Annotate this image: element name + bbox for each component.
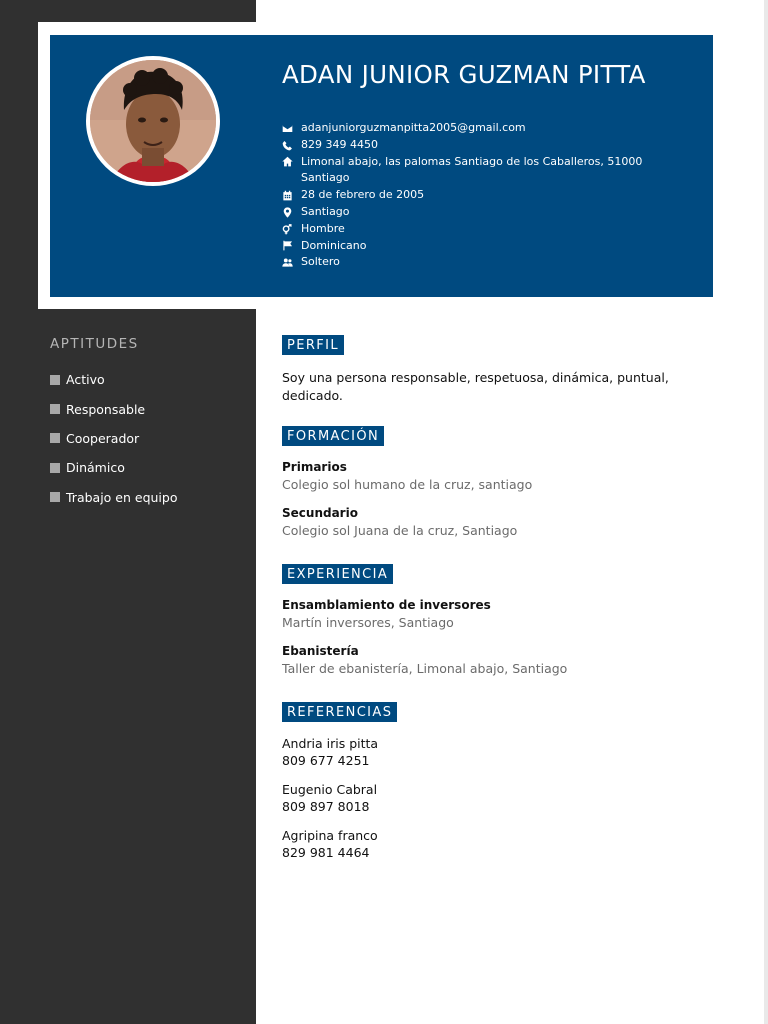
phone-icon bbox=[282, 137, 301, 154]
section-title-experiencia: EXPERIENCIA bbox=[282, 564, 393, 584]
map-pin-icon bbox=[282, 204, 301, 221]
aptitude-label: Dinámico bbox=[66, 460, 125, 476]
contact-address-text: Limonal abajo, las palomas Santiago de los Caballeros, 51000 Santiago bbox=[301, 154, 643, 185]
contact-birthdate bbox=[282, 187, 692, 204]
contact-gender-text: Hombre bbox=[301, 221, 345, 235]
reference-phone: 829 981 4464 bbox=[282, 845, 370, 860]
entry-subtitle: Taller de ebanistería, Limonal abajo, Santiago bbox=[282, 661, 568, 676]
experiencia-entry bbox=[282, 643, 567, 677]
contact-nationality bbox=[282, 238, 692, 255]
contact-address bbox=[282, 154, 692, 188]
section-title-perfil: PERFIL bbox=[282, 335, 344, 355]
envelope-icon bbox=[282, 120, 301, 137]
contact-nationality-text: Dominicano bbox=[301, 238, 367, 252]
square-bullet-icon bbox=[50, 492, 60, 502]
entry-title: Ebanistería bbox=[282, 644, 359, 658]
section-perfil bbox=[282, 334, 702, 404]
aptitudes-list bbox=[50, 365, 177, 512]
contact-email bbox=[282, 120, 692, 137]
section-experiencia bbox=[282, 563, 567, 677]
candidate-name: ADAN JUNIOR GUZMAN PITTA bbox=[282, 60, 646, 89]
formacion-entry bbox=[282, 505, 532, 539]
contact-birthdate-text: 28 de febrero de 2005 bbox=[301, 188, 425, 202]
contact-gender bbox=[282, 221, 692, 238]
flag-icon bbox=[282, 238, 301, 255]
contact-marital-status bbox=[282, 254, 692, 271]
aptitude-label: Cooperador bbox=[66, 430, 140, 446]
reference-name: Agripina franco bbox=[282, 828, 378, 843]
people-icon bbox=[282, 254, 301, 271]
section-formacion bbox=[282, 425, 532, 539]
contact-marital-status-text: Soltero bbox=[301, 255, 340, 269]
entry-title: Primarios bbox=[282, 460, 347, 474]
aptitudes-title: APTITUDES bbox=[50, 336, 139, 352]
contact-email-text: adanjuniorguzmanpitta2005@gmail.com bbox=[301, 121, 526, 134]
referencia-entry bbox=[282, 781, 397, 815]
gender-icon bbox=[282, 221, 301, 238]
experiencia-entry bbox=[282, 597, 567, 631]
section-referencias bbox=[282, 701, 397, 861]
profile-photo bbox=[86, 56, 220, 186]
square-bullet-icon bbox=[50, 404, 60, 414]
contact-info bbox=[282, 120, 692, 271]
aptitude-label: Responsable bbox=[66, 401, 146, 417]
home-icon bbox=[282, 154, 301, 171]
reference-name: Andria iris pitta bbox=[282, 736, 379, 751]
reference-phone: 809 677 4251 bbox=[282, 753, 370, 768]
square-bullet-icon bbox=[50, 433, 60, 443]
reference-phone: 809 897 8018 bbox=[282, 799, 370, 814]
calendar-icon bbox=[282, 187, 301, 204]
aptitude-item bbox=[50, 365, 177, 394]
perfil-text: Soy una persona responsable, respetuosa, dinámica, puntual, dedicado. bbox=[282, 370, 669, 403]
square-bullet-icon bbox=[50, 375, 60, 385]
aptitude-item bbox=[50, 394, 177, 423]
aptitude-label: Activo bbox=[66, 372, 105, 388]
formacion-entry bbox=[282, 459, 532, 493]
entry-title: Secundario bbox=[282, 506, 358, 520]
entry-subtitle: Colegio sol Juana de la cruz, Santiago bbox=[282, 523, 518, 538]
entry-subtitle: Colegio sol humano de la cruz, santiago bbox=[282, 477, 533, 492]
reference-name: Eugenio Cabral bbox=[282, 782, 378, 797]
section-title-referencias: REFERENCIAS bbox=[282, 702, 397, 722]
entry-subtitle: Martín inversores, Santiago bbox=[282, 615, 454, 630]
square-bullet-icon bbox=[50, 463, 60, 473]
section-title-formacion: FORMACIÓN bbox=[282, 426, 384, 446]
contact-city bbox=[282, 204, 692, 221]
contact-phone bbox=[282, 137, 692, 154]
aptitude-item bbox=[50, 424, 177, 453]
entry-title: Ensamblamiento de inversores bbox=[282, 598, 491, 612]
aptitude-item bbox=[50, 483, 177, 512]
referencia-entry bbox=[282, 735, 397, 769]
contact-city-text: Santiago bbox=[301, 204, 350, 218]
aptitude-label: Trabajo en equipo bbox=[66, 489, 178, 505]
page-edge bbox=[764, 0, 768, 1024]
contact-phone-text: 829 349 4450 bbox=[301, 137, 378, 151]
aptitude-item bbox=[50, 453, 177, 482]
referencia-entry bbox=[282, 827, 397, 861]
